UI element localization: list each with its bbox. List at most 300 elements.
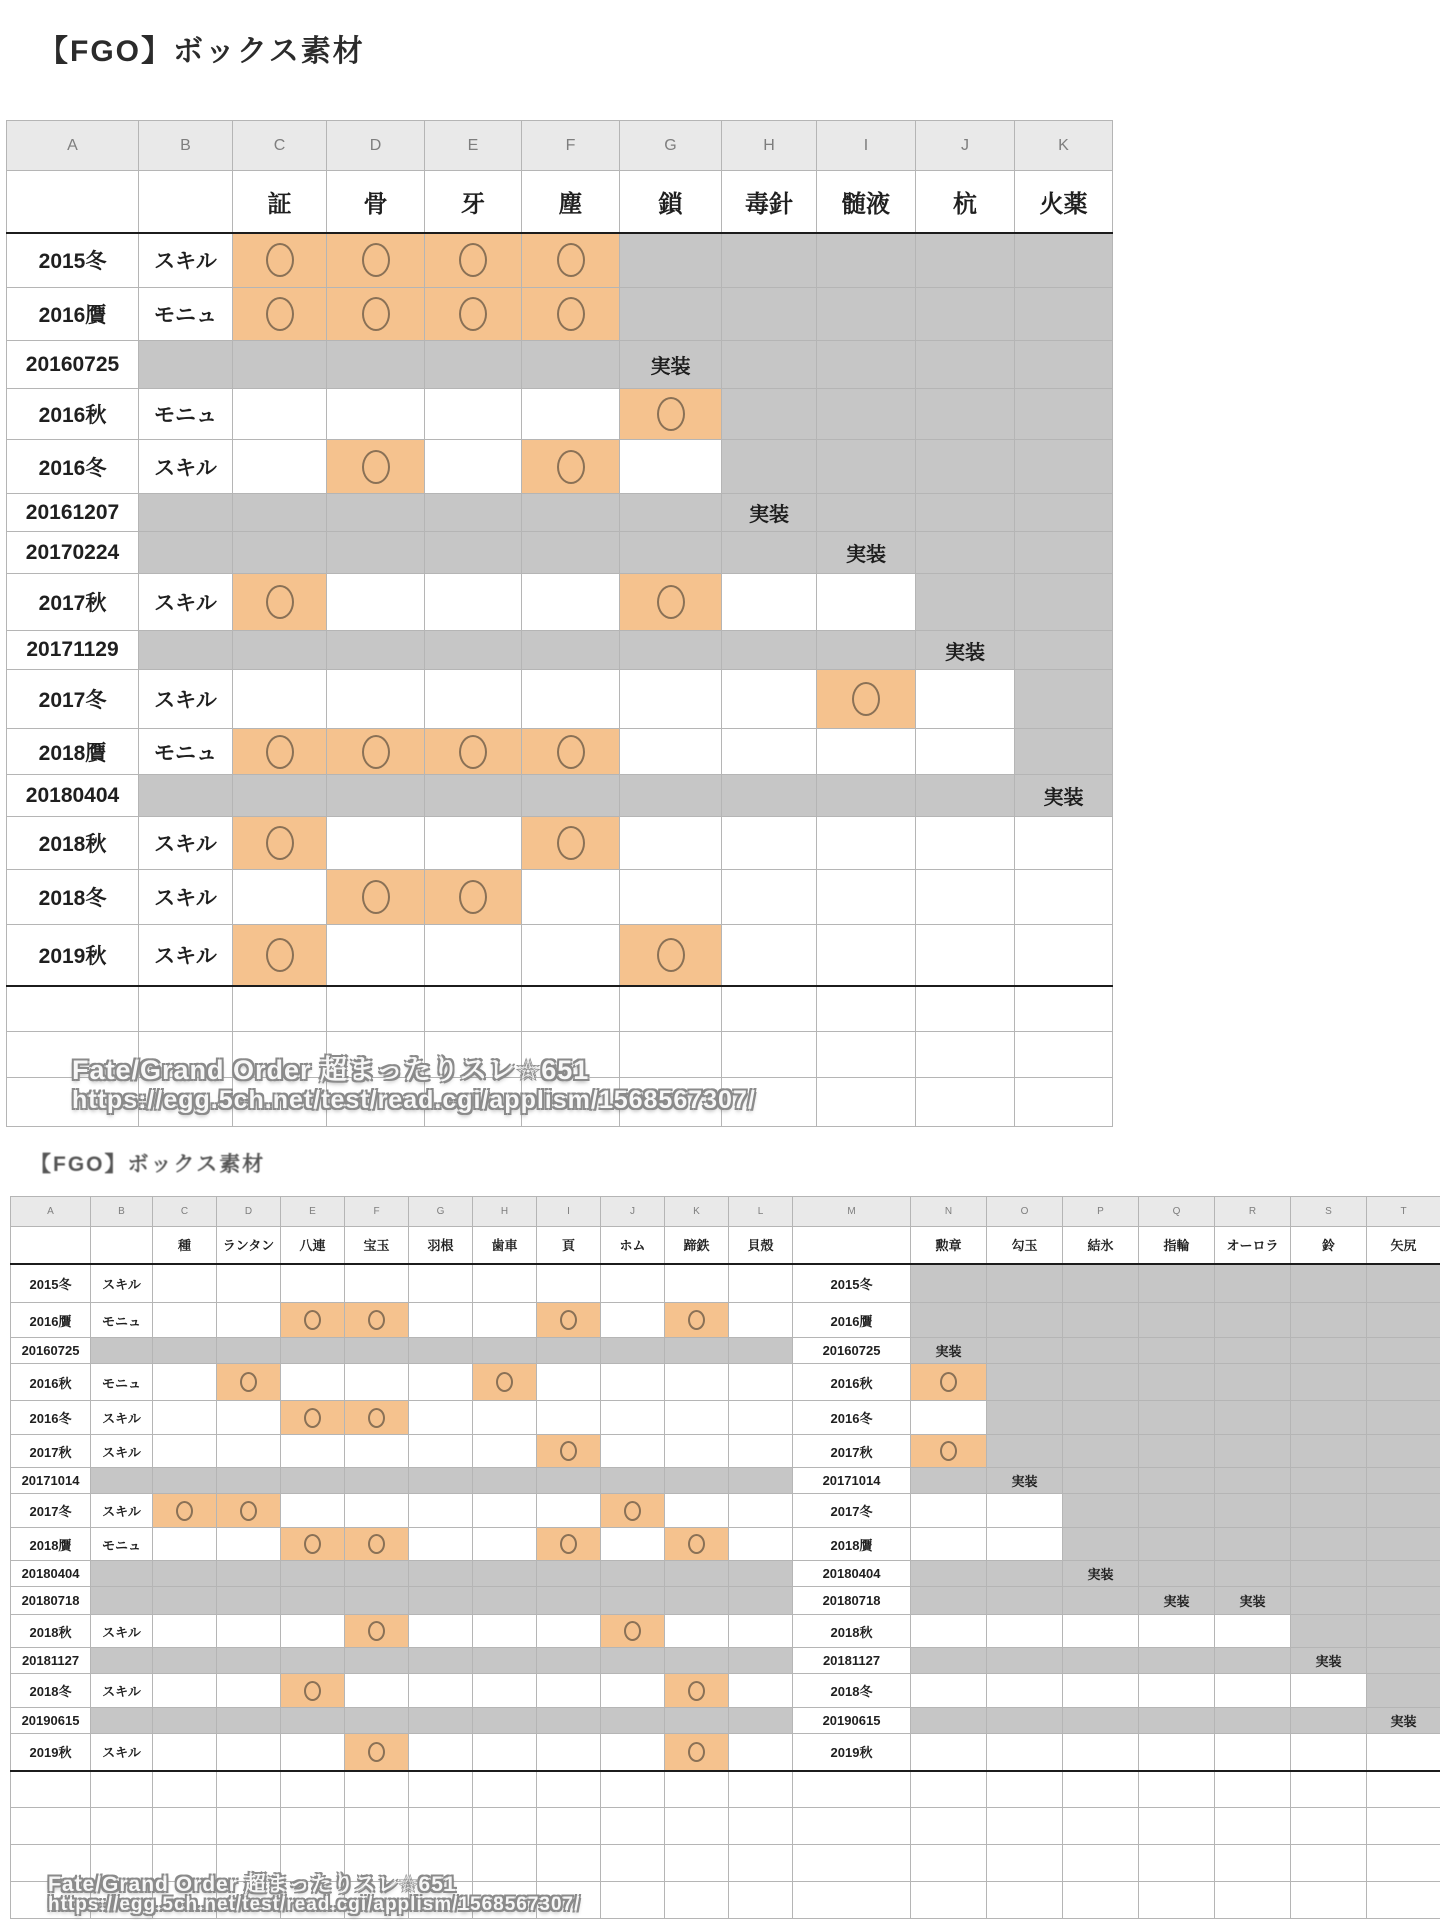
cell-t2-20181127-T[interactable] [1367, 1648, 1440, 1674]
column-header-E[interactable]: E [425, 121, 522, 171]
cell-t2-20190615-K[interactable] [665, 1708, 729, 1734]
cell-t2-2018贋-N[interactable] [911, 1528, 987, 1561]
cell-t2-2016贋-E[interactable] [281, 1303, 345, 1338]
cell-t2-20160725-B[interactable] [91, 1338, 153, 1364]
cell-t2-2015冬-C[interactable] [153, 1264, 217, 1303]
cell-t2-2018秋-T[interactable] [1367, 1615, 1440, 1648]
cell-t2-2015冬-R[interactable] [1215, 1264, 1291, 1303]
cell-t2-20160725-R[interactable] [1215, 1338, 1291, 1364]
event-row-label-A[interactable]: 2019秋 [11, 1734, 91, 1771]
cell-t1-2018贋-J[interactable] [916, 729, 1015, 775]
column-header-C[interactable]: C [233, 121, 327, 171]
empty-cell-t2-1-P[interactable] [1063, 1808, 1139, 1845]
cell-t2-2016秋-Q[interactable] [1139, 1364, 1215, 1401]
empty-cell-t2-0-T[interactable] [1367, 1771, 1440, 1808]
cell-t2-20190615-C[interactable] [153, 1708, 217, 1734]
cell-t1-2017秋-G[interactable] [620, 574, 722, 631]
cell-t2-20181127-K[interactable] [665, 1648, 729, 1674]
cell-t1-20161207-B[interactable] [139, 494, 233, 532]
cell-t2-20180404-J[interactable] [601, 1561, 665, 1587]
cell-t2-20171014-Q[interactable] [1139, 1468, 1215, 1494]
event-row-label-M[interactable]: 2017冬 [793, 1494, 911, 1528]
cell-t1-20171129-G[interactable] [620, 631, 722, 670]
cell-t1-20180404-D[interactable] [327, 775, 425, 817]
event-type-label[interactable]: スキル [139, 925, 233, 986]
cell-t2-2019秋-N[interactable] [911, 1734, 987, 1771]
cell-t1-20180404-C[interactable] [233, 775, 327, 817]
column-header-C[interactable]: C [153, 1197, 217, 1227]
material-header-C[interactable]: 証 [233, 171, 327, 233]
empty-cell-t2-3-P[interactable] [1063, 1882, 1139, 1919]
cell-t1-2018冬-E[interactable] [425, 870, 522, 925]
empty-cell-t2-1-I[interactable] [537, 1808, 601, 1845]
cell-t2-2016冬-N[interactable] [911, 1401, 987, 1435]
event-row-label-A[interactable]: 2017冬 [11, 1494, 91, 1528]
cell-t2-20171014-P[interactable] [1063, 1468, 1139, 1494]
event-type-label[interactable]: スキル [91, 1615, 153, 1648]
empty-cell-t2-0-K[interactable] [665, 1771, 729, 1808]
cell-t2-2017秋-N[interactable] [911, 1435, 987, 1468]
cell-t2-20190615-P[interactable] [1063, 1708, 1139, 1734]
cell-t1-2016冬-H[interactable] [722, 440, 817, 494]
implemented-mark-t2-N[interactable]: 実装 [911, 1338, 987, 1364]
cell-t2-20180718-H[interactable] [473, 1587, 537, 1615]
cell-t1-2015冬-G[interactable] [620, 233, 722, 288]
cell-t1-20160725-I[interactable] [817, 341, 916, 389]
empty-cell-t2-0-N[interactable] [911, 1771, 987, 1808]
cell-t2-2017冬-E[interactable] [281, 1494, 345, 1528]
event-row-label-A[interactable]: 2018冬 [7, 870, 139, 925]
cell-t2-20181127-H[interactable] [473, 1648, 537, 1674]
event-row-label-A[interactable]: 2017冬 [7, 670, 139, 729]
cell-t2-2016贋-C[interactable] [153, 1303, 217, 1338]
cell-t2-20171014-C[interactable] [153, 1468, 217, 1494]
cell-t1-2016秋-H[interactable] [722, 389, 817, 440]
cell-t2-20180404-O[interactable] [987, 1561, 1063, 1587]
cell-t1-20170224-F[interactable] [522, 532, 620, 574]
column-header-S[interactable]: S [1291, 1197, 1367, 1227]
cell-t2-20180404-G[interactable] [409, 1561, 473, 1587]
event-row-label-A[interactable]: 2017秋 [7, 574, 139, 631]
cell-t1-20160725-H[interactable] [722, 341, 817, 389]
implemented-mark-t1-K[interactable]: 実装 [1015, 775, 1113, 817]
event-row-label-A[interactable]: 2019秋 [7, 925, 139, 986]
date-row-label-M[interactable]: 20160725 [793, 1338, 911, 1364]
cell-t2-2019秋-F[interactable] [345, 1734, 409, 1771]
cell-t1-20171129-I[interactable] [817, 631, 916, 670]
cell-t2-2018冬-D[interactable] [217, 1674, 281, 1708]
cell-t2-2018秋-D[interactable] [217, 1615, 281, 1648]
material-header-J[interactable]: ホム [601, 1227, 665, 1264]
cell-t1-2018秋-J[interactable] [916, 817, 1015, 870]
cell-t2-2018冬-E[interactable] [281, 1674, 345, 1708]
cell-t1-2016秋-I[interactable] [817, 389, 916, 440]
empty-cell-t2-1-O[interactable] [987, 1808, 1063, 1845]
cell-t1-2015冬-I[interactable] [817, 233, 916, 288]
cell-t1-2016冬-G[interactable] [620, 440, 722, 494]
material-header-I[interactable]: 髄液 [817, 171, 916, 233]
cell-t2-2016秋-N[interactable] [911, 1364, 987, 1401]
date-row-label-M[interactable]: 20180718 [793, 1587, 911, 1615]
empty-cell-t2-0-O[interactable] [987, 1771, 1063, 1808]
cell-t2-2016贋-S[interactable] [1291, 1303, 1367, 1338]
event-type-label[interactable]: スキル [139, 670, 233, 729]
cell-t2-2019秋-T[interactable] [1367, 1734, 1440, 1771]
cell-t1-20171129-K[interactable] [1015, 631, 1113, 670]
cell-t2-2017冬-O[interactable] [987, 1494, 1063, 1528]
material-header-K[interactable]: 火薬 [1015, 171, 1113, 233]
cell-t2-20190615-S[interactable] [1291, 1708, 1367, 1734]
cell-t2-20190615-Q[interactable] [1139, 1708, 1215, 1734]
cell-t1-2016冬-F[interactable] [522, 440, 620, 494]
cell-t2-20190615-B[interactable] [91, 1708, 153, 1734]
event-type-label[interactable]: モニュ [91, 1303, 153, 1338]
cell-t2-2018冬-O[interactable] [987, 1674, 1063, 1708]
cell-t2-20180404-N[interactable] [911, 1561, 987, 1587]
cell-t2-2017冬-J[interactable] [601, 1494, 665, 1528]
cell-t1-2016冬-K[interactable] [1015, 440, 1113, 494]
material-header-N[interactable]: 勲章 [911, 1227, 987, 1264]
cell-t1-2017冬-D[interactable] [327, 670, 425, 729]
empty-cell-t2-2-J[interactable] [601, 1845, 665, 1882]
cell-t1-2017秋-F[interactable] [522, 574, 620, 631]
cell-t1-2017秋-D[interactable] [327, 574, 425, 631]
cell-t1-2016秋-E[interactable] [425, 389, 522, 440]
empty-cell-t1-2-K[interactable] [1015, 1078, 1113, 1127]
empty-cell-t2-0-C[interactable] [153, 1771, 217, 1808]
event-row-label-A[interactable]: 2016秋 [11, 1364, 91, 1401]
cell-t1-2018冬-G[interactable] [620, 870, 722, 925]
cell-t2-2018贋-Q[interactable] [1139, 1528, 1215, 1561]
cell-t2-20190615-G[interactable] [409, 1708, 473, 1734]
cell-t2-2018秋-L[interactable] [729, 1615, 793, 1648]
cell-t2-20180718-N[interactable] [911, 1587, 987, 1615]
cell-t2-2016贋-G[interactable] [409, 1303, 473, 1338]
cell-t2-2017秋-K[interactable] [665, 1435, 729, 1468]
cell-t2-20160725-E[interactable] [281, 1338, 345, 1364]
cell-t2-2016秋-R[interactable] [1215, 1364, 1291, 1401]
cell-t2-2017秋-T[interactable] [1367, 1435, 1440, 1468]
empty-cell-t2-2-Q[interactable] [1139, 1845, 1215, 1882]
material-header-E[interactable]: 牙 [425, 171, 522, 233]
cell-t1-2016贋-K[interactable] [1015, 288, 1113, 341]
cell-t1-20170224-C[interactable] [233, 532, 327, 574]
cell-t1-20180404-J[interactable] [916, 775, 1015, 817]
cell-t1-2016冬-C[interactable] [233, 440, 327, 494]
material-header-J[interactable]: 杭 [916, 171, 1015, 233]
cell-t2-2016冬-D[interactable] [217, 1401, 281, 1435]
cell-t2-2017冬-I[interactable] [537, 1494, 601, 1528]
empty-cell-t2-1-C[interactable] [153, 1808, 217, 1845]
empty-cell-t2-0-L[interactable] [729, 1771, 793, 1808]
column-header-D[interactable]: D [327, 121, 425, 171]
cell-t1-2016秋-F[interactable] [522, 389, 620, 440]
cell-t1-20171129-E[interactable] [425, 631, 522, 670]
cell-t2-2017冬-H[interactable] [473, 1494, 537, 1528]
cell-t2-20180718-C[interactable] [153, 1587, 217, 1615]
material-header-H[interactable]: 毒針 [722, 171, 817, 233]
cell-t2-20180718-I[interactable] [537, 1587, 601, 1615]
cell-t2-2016冬-S[interactable] [1291, 1401, 1367, 1435]
cell-t2-20160725-H[interactable] [473, 1338, 537, 1364]
cell-t1-2017秋-K[interactable] [1015, 574, 1113, 631]
cell-t2-20181127-O[interactable] [987, 1648, 1063, 1674]
cell-t1-2017秋-J[interactable] [916, 574, 1015, 631]
cell-t2-20180718-S[interactable] [1291, 1587, 1367, 1615]
cell-t2-2018冬-K[interactable] [665, 1674, 729, 1708]
cell-t2-2018贋-T[interactable] [1367, 1528, 1440, 1561]
cell-t1-2017冬-G[interactable] [620, 670, 722, 729]
cell-t2-2017秋-C[interactable] [153, 1435, 217, 1468]
material-header-F[interactable]: 宝玉 [345, 1227, 409, 1264]
cell-t2-2018贋-F[interactable] [345, 1528, 409, 1561]
cell-t2-2018秋-O[interactable] [987, 1615, 1063, 1648]
cell-t2-2016贋-D[interactable] [217, 1303, 281, 1338]
cell-t1-20160725-F[interactable] [522, 341, 620, 389]
cell-t2-2018冬-G[interactable] [409, 1674, 473, 1708]
column-header-K[interactable]: K [665, 1197, 729, 1227]
event-row-label-A[interactable]: 2017秋 [11, 1435, 91, 1468]
material-header-blank-B[interactable] [91, 1227, 153, 1264]
cell-t2-2017秋-P[interactable] [1063, 1435, 1139, 1468]
column-header-B[interactable]: B [91, 1197, 153, 1227]
event-type-label[interactable]: スキル [139, 817, 233, 870]
event-row-label-A[interactable]: 2016秋 [7, 389, 139, 440]
empty-cell-t2-3-M[interactable] [793, 1882, 911, 1919]
empty-cell-t2-0-H[interactable] [473, 1771, 537, 1808]
empty-cell-t2-1-J[interactable] [601, 1808, 665, 1845]
cell-t1-2018冬-D[interactable] [327, 870, 425, 925]
cell-t1-2018贋-C[interactable] [233, 729, 327, 775]
cell-t1-2018秋-K[interactable] [1015, 817, 1113, 870]
column-header-D[interactable]: D [217, 1197, 281, 1227]
column-header-F[interactable]: F [345, 1197, 409, 1227]
cell-t2-2018秋-S[interactable] [1291, 1615, 1367, 1648]
cell-t2-20181127-P[interactable] [1063, 1648, 1139, 1674]
column-header-I[interactable]: I [817, 121, 916, 171]
empty-cell-t2-1-M[interactable] [793, 1808, 911, 1845]
cell-t2-2019秋-R[interactable] [1215, 1734, 1291, 1771]
date-row-label-A[interactable]: 20170224 [7, 532, 139, 574]
cell-t2-2018秋-G[interactable] [409, 1615, 473, 1648]
cell-t2-2018冬-T[interactable] [1367, 1674, 1440, 1708]
empty-cell-t1-0-A[interactable] [7, 986, 139, 1032]
empty-cell-t2-3-Q[interactable] [1139, 1882, 1215, 1919]
cell-t2-2017秋-Q[interactable] [1139, 1435, 1215, 1468]
cell-t2-2016贋-N[interactable] [911, 1303, 987, 1338]
material-header-O[interactable]: 勾玉 [987, 1227, 1063, 1264]
event-type-label[interactable]: スキル [91, 1494, 153, 1528]
cell-t2-2016秋-D[interactable] [217, 1364, 281, 1401]
date-row-label-A[interactable]: 20161207 [7, 494, 139, 532]
empty-cell-t2-2-P[interactable] [1063, 1845, 1139, 1882]
date-row-label-A[interactable]: 20171129 [7, 631, 139, 670]
cell-t2-2018冬-R[interactable] [1215, 1674, 1291, 1708]
cell-t2-20160725-F[interactable] [345, 1338, 409, 1364]
cell-t1-2017秋-I[interactable] [817, 574, 916, 631]
cell-t2-20190615-L[interactable] [729, 1708, 793, 1734]
cell-t2-2018秋-N[interactable] [911, 1615, 987, 1648]
cell-t2-2015冬-P[interactable] [1063, 1264, 1139, 1303]
cell-t2-2018贋-D[interactable] [217, 1528, 281, 1561]
cell-t2-20180718-F[interactable] [345, 1587, 409, 1615]
event-type-label[interactable]: スキル [91, 1264, 153, 1303]
cell-t2-2015冬-O[interactable] [987, 1264, 1063, 1303]
event-row-label-M[interactable]: 2015冬 [793, 1264, 911, 1303]
empty-cell-t2-3-T[interactable] [1367, 1882, 1440, 1919]
cell-t2-20180404-T[interactable] [1367, 1561, 1440, 1587]
cell-t2-2015冬-Q[interactable] [1139, 1264, 1215, 1303]
cell-t1-2016贋-H[interactable] [722, 288, 817, 341]
cell-t2-20190615-F[interactable] [345, 1708, 409, 1734]
cell-t1-2018冬-H[interactable] [722, 870, 817, 925]
cell-t2-20181127-L[interactable] [729, 1648, 793, 1674]
cell-t2-2017秋-F[interactable] [345, 1435, 409, 1468]
empty-cell-t2-3-S[interactable] [1291, 1882, 1367, 1919]
cell-t1-2017冬-C[interactable] [233, 670, 327, 729]
cell-t2-20190615-N[interactable] [911, 1708, 987, 1734]
empty-cell-t2-3-R[interactable] [1215, 1882, 1291, 1919]
implemented-mark-t1-J[interactable]: 実装 [916, 631, 1015, 670]
empty-cell-t2-2-R[interactable] [1215, 1845, 1291, 1882]
cell-t2-20160725-L[interactable] [729, 1338, 793, 1364]
cell-t1-20161207-K[interactable] [1015, 494, 1113, 532]
cell-t1-20160725-D[interactable] [327, 341, 425, 389]
cell-t2-20181127-J[interactable] [601, 1648, 665, 1674]
cell-t1-2016冬-D[interactable] [327, 440, 425, 494]
cell-t1-20161207-E[interactable] [425, 494, 522, 532]
material-header-blank-M[interactable] [793, 1227, 911, 1264]
column-header-I[interactable]: I [537, 1197, 601, 1227]
empty-cell-t1-0-G[interactable] [620, 986, 722, 1032]
cell-t2-2017冬-K[interactable] [665, 1494, 729, 1528]
cell-t2-2016贋-Q[interactable] [1139, 1303, 1215, 1338]
empty-cell-t1-0-D[interactable] [327, 986, 425, 1032]
date-row-label-A[interactable]: 20171014 [11, 1468, 91, 1494]
cell-t1-20180404-F[interactable] [522, 775, 620, 817]
cell-t2-20180404-D[interactable] [217, 1561, 281, 1587]
cell-t2-2017冬-L[interactable] [729, 1494, 793, 1528]
cell-t2-2015冬-T[interactable] [1367, 1264, 1440, 1303]
date-row-label-A[interactable]: 20180404 [11, 1561, 91, 1587]
cell-t2-2018贋-H[interactable] [473, 1528, 537, 1561]
empty-cell-t2-0-F[interactable] [345, 1771, 409, 1808]
material-header-I[interactable]: 頁 [537, 1227, 601, 1264]
cell-t2-2018冬-J[interactable] [601, 1674, 665, 1708]
cell-t2-20180404-E[interactable] [281, 1561, 345, 1587]
cell-t2-20171014-L[interactable] [729, 1468, 793, 1494]
cell-t2-2018贋-G[interactable] [409, 1528, 473, 1561]
cell-t1-20171129-H[interactable] [722, 631, 817, 670]
cell-t2-2016贋-R[interactable] [1215, 1303, 1291, 1338]
cell-t2-2017冬-C[interactable] [153, 1494, 217, 1528]
cell-t2-2018冬-L[interactable] [729, 1674, 793, 1708]
cell-t1-2019秋-F[interactable] [522, 925, 620, 986]
cell-t2-2016秋-G[interactable] [409, 1364, 473, 1401]
implemented-mark-t1-G[interactable]: 実装 [620, 341, 722, 389]
column-header-T[interactable]: T [1367, 1197, 1440, 1227]
cell-t1-2016冬-J[interactable] [916, 440, 1015, 494]
empty-cell-t2-3-J[interactable] [601, 1882, 665, 1919]
cell-t1-2015冬-C[interactable] [233, 233, 327, 288]
cell-t2-2017冬-P[interactable] [1063, 1494, 1139, 1528]
cell-t1-2018冬-K[interactable] [1015, 870, 1113, 925]
event-row-label-M[interactable]: 2017秋 [793, 1435, 911, 1468]
event-type-label[interactable]: スキル [139, 870, 233, 925]
cell-t2-2019秋-S[interactable] [1291, 1734, 1367, 1771]
cell-t2-20190615-E[interactable] [281, 1708, 345, 1734]
cell-t2-2015冬-H[interactable] [473, 1264, 537, 1303]
empty-cell-t2-2-O[interactable] [987, 1845, 1063, 1882]
empty-cell-t2-0-S[interactable] [1291, 1771, 1367, 1808]
material-header-D[interactable]: 骨 [327, 171, 425, 233]
cell-t2-2017冬-G[interactable] [409, 1494, 473, 1528]
date-row-label-M[interactable]: 20180404 [793, 1561, 911, 1587]
cell-t2-2017秋-D[interactable] [217, 1435, 281, 1468]
implemented-mark-t2-R[interactable]: 実装 [1215, 1587, 1291, 1615]
column-header-H[interactable]: H [722, 121, 817, 171]
empty-cell-t2-1-K[interactable] [665, 1808, 729, 1845]
cell-t2-2016冬-R[interactable] [1215, 1401, 1291, 1435]
cell-t2-2016秋-I[interactable] [537, 1364, 601, 1401]
cell-t2-2019秋-J[interactable] [601, 1734, 665, 1771]
cell-t2-2017秋-R[interactable] [1215, 1435, 1291, 1468]
cell-t1-2016贋-J[interactable] [916, 288, 1015, 341]
cell-t1-20171129-F[interactable] [522, 631, 620, 670]
empty-cell-t1-0-K[interactable] [1015, 986, 1113, 1032]
material-header-R[interactable]: オーロラ [1215, 1227, 1291, 1264]
empty-cell-t2-1-N[interactable] [911, 1808, 987, 1845]
cell-t2-2019秋-G[interactable] [409, 1734, 473, 1771]
cell-t2-2016贋-H[interactable] [473, 1303, 537, 1338]
event-row-label-A[interactable]: 2015冬 [11, 1264, 91, 1303]
cell-t1-2017冬-E[interactable] [425, 670, 522, 729]
empty-cell-t2-1-D[interactable] [217, 1808, 281, 1845]
cell-t2-2017冬-D[interactable] [217, 1494, 281, 1528]
cell-t1-2019秋-G[interactable] [620, 925, 722, 986]
cell-t1-2016秋-K[interactable] [1015, 389, 1113, 440]
cell-t2-2017冬-N[interactable] [911, 1494, 987, 1528]
cell-t2-2016冬-I[interactable] [537, 1401, 601, 1435]
event-row-label-M[interactable]: 2016冬 [793, 1401, 911, 1435]
cell-t2-2016贋-T[interactable] [1367, 1303, 1440, 1338]
empty-cell-t1-1-K[interactable] [1015, 1032, 1113, 1078]
cell-t2-2018秋-I[interactable] [537, 1615, 601, 1648]
cell-t2-2018贋-L[interactable] [729, 1528, 793, 1561]
event-row-label-A[interactable]: 2018秋 [11, 1615, 91, 1648]
cell-t2-2016秋-L[interactable] [729, 1364, 793, 1401]
cell-t1-20180404-B[interactable] [139, 775, 233, 817]
cell-t2-2016秋-F[interactable] [345, 1364, 409, 1401]
empty-cell-t1-0-F[interactable] [522, 986, 620, 1032]
column-header-J[interactable]: J [601, 1197, 665, 1227]
cell-t2-2017秋-H[interactable] [473, 1435, 537, 1468]
cell-t2-20181127-C[interactable] [153, 1648, 217, 1674]
cell-t2-2016冬-J[interactable] [601, 1401, 665, 1435]
cell-t2-20171014-G[interactable] [409, 1468, 473, 1494]
cell-t2-2018冬-P[interactable] [1063, 1674, 1139, 1708]
column-header-P[interactable]: P [1063, 1197, 1139, 1227]
column-header-F[interactable]: F [522, 121, 620, 171]
cell-t1-2017秋-E[interactable] [425, 574, 522, 631]
date-row-label-M[interactable]: 20190615 [793, 1708, 911, 1734]
cell-t2-20181127-N[interactable] [911, 1648, 987, 1674]
cell-t2-2018秋-K[interactable] [665, 1615, 729, 1648]
cell-t1-2019秋-H[interactable] [722, 925, 817, 986]
event-row-label-A[interactable]: 2016贋 [11, 1303, 91, 1338]
empty-cell-t2-0-Q[interactable] [1139, 1771, 1215, 1808]
material-header-G[interactable]: 羽根 [409, 1227, 473, 1264]
